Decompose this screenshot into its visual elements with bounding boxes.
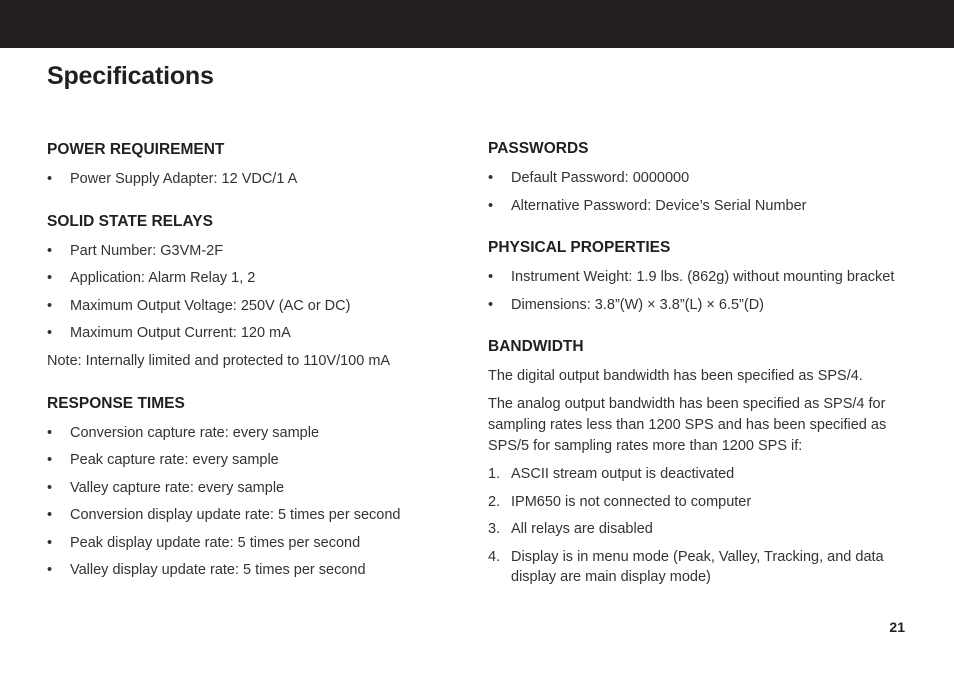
numbered-list xyxy=(488,464,918,588)
list-item-text: Valley display update rate: 5 times per second xyxy=(70,562,366,578)
list-number: 2. xyxy=(488,493,501,510)
list-item-text: Maximum Output Voltage: 250V (AC or DC) xyxy=(70,297,351,314)
list-item xyxy=(488,295,918,316)
response-times-section xyxy=(47,394,437,581)
list-item-text: Display is in menu mode (Peak, Valley, Tracking, and data display are main display mode) xyxy=(511,548,884,585)
power-requirement-section xyxy=(47,140,437,190)
list-item-text: Conversion capture rate: every sample xyxy=(70,424,320,441)
list-item xyxy=(47,169,437,190)
list-item-text: Part Number: G3VM-2F xyxy=(70,242,224,259)
section-heading: PASSWORDS xyxy=(488,140,589,157)
list-item xyxy=(47,533,437,554)
bullet-icon: • xyxy=(47,242,53,259)
section-heading: BANDWIDTH xyxy=(488,338,584,355)
bullet-list xyxy=(47,241,437,344)
bullet-icon: • xyxy=(47,452,53,468)
section-heading: PHYSICAL PROPERTIES xyxy=(488,239,671,256)
bullet-icon: • xyxy=(47,325,53,341)
list-item xyxy=(47,505,437,526)
list-item-text: Dimensions: 3.8”(W) × 3.8”(L) × 6.5”(D) xyxy=(511,296,765,313)
list-number: 4. xyxy=(488,548,501,565)
bullet-icon: • xyxy=(47,171,53,187)
section-heading: POWER REQUIREMENT xyxy=(47,141,225,158)
bullet-icon: • xyxy=(488,170,494,186)
bullet-icon: • xyxy=(47,297,53,314)
list-item xyxy=(47,560,437,581)
list-item-text: Maximum Output Current: 120 mA xyxy=(70,325,291,341)
list-item xyxy=(488,196,918,217)
list-item-text: Peak display update rate: 5 times per second xyxy=(70,534,361,551)
section-heading: SOLID STATE RELAYS xyxy=(47,212,213,230)
bullet-list xyxy=(488,168,918,216)
list-item-text: Peak capture rate: every sample xyxy=(70,452,279,468)
list-item-text: Alternative Password: Device’s Serial Number xyxy=(511,197,807,214)
section-heading: RESPONSE TIMES xyxy=(47,394,185,412)
list-item xyxy=(488,492,918,513)
bandwidth-section xyxy=(488,337,918,588)
list-item xyxy=(47,323,437,344)
list-item-text: All relays are disabled xyxy=(511,521,653,537)
bandwidth-analog-text: The analog output bandwidth has been specified as SPS/4 for sampling rates less than 1200 SPS and has been specified as SPS/5 for sampling rates more than 1200 SPS if: xyxy=(488,396,887,454)
list-item xyxy=(488,267,918,288)
list-item xyxy=(47,268,437,289)
bullet-icon: • xyxy=(47,507,53,523)
list-item xyxy=(488,168,918,189)
right-column xyxy=(488,139,918,610)
physical-properties-section xyxy=(488,238,918,315)
bullet-icon: • xyxy=(47,562,53,578)
list-item xyxy=(488,519,918,540)
list-item-text: ASCII stream output is deactivated xyxy=(511,466,735,482)
solid-state-relays-section xyxy=(47,212,437,372)
list-number: 1. xyxy=(488,466,501,482)
passwords-section xyxy=(488,139,918,216)
bandwidth-digital-text: The digital output bandwidth has been specified as SPS/4. xyxy=(488,368,863,384)
bullet-list xyxy=(47,423,437,581)
list-item-text: Valley capture rate: every sample xyxy=(70,479,285,496)
list-item-text: Default Password: 0000000 xyxy=(511,170,690,186)
page-title: Specifications xyxy=(47,62,214,90)
relay-note: Note: Internally limited and protected to 110V/100 mA xyxy=(47,352,391,369)
list-item-text: Instrument Weight: 1.9 lbs. (862g) without mounting bracket xyxy=(511,269,895,285)
header-bar xyxy=(0,0,954,48)
bullet-icon: • xyxy=(488,269,494,285)
bullet-icon: • xyxy=(47,424,53,441)
list-item xyxy=(488,547,918,588)
list-item xyxy=(488,464,918,485)
bullet-icon: • xyxy=(488,296,494,313)
list-item-text: Application: Alarm Relay 1, 2 xyxy=(70,270,256,286)
page-number: 21 xyxy=(889,619,905,635)
bullet-list xyxy=(47,169,437,190)
bullet-icon: • xyxy=(47,270,53,286)
bullet-icon: • xyxy=(488,197,494,214)
bullet-icon: • xyxy=(47,479,53,496)
list-item xyxy=(47,423,437,444)
list-number: 3. xyxy=(488,521,501,537)
list-item-text: Power Supply Adapter: 12 VDC/1 A xyxy=(70,171,298,187)
left-column xyxy=(47,140,437,603)
list-item xyxy=(47,450,437,471)
bullet-list xyxy=(488,267,918,315)
bullet-icon: • xyxy=(47,534,53,551)
list-item-text: Conversion display update rate: 5 times per second xyxy=(70,507,401,523)
list-item xyxy=(47,478,437,499)
list-item xyxy=(47,296,437,317)
list-item xyxy=(47,241,437,262)
list-item-text: IPM650 is not connected to computer xyxy=(511,493,752,510)
